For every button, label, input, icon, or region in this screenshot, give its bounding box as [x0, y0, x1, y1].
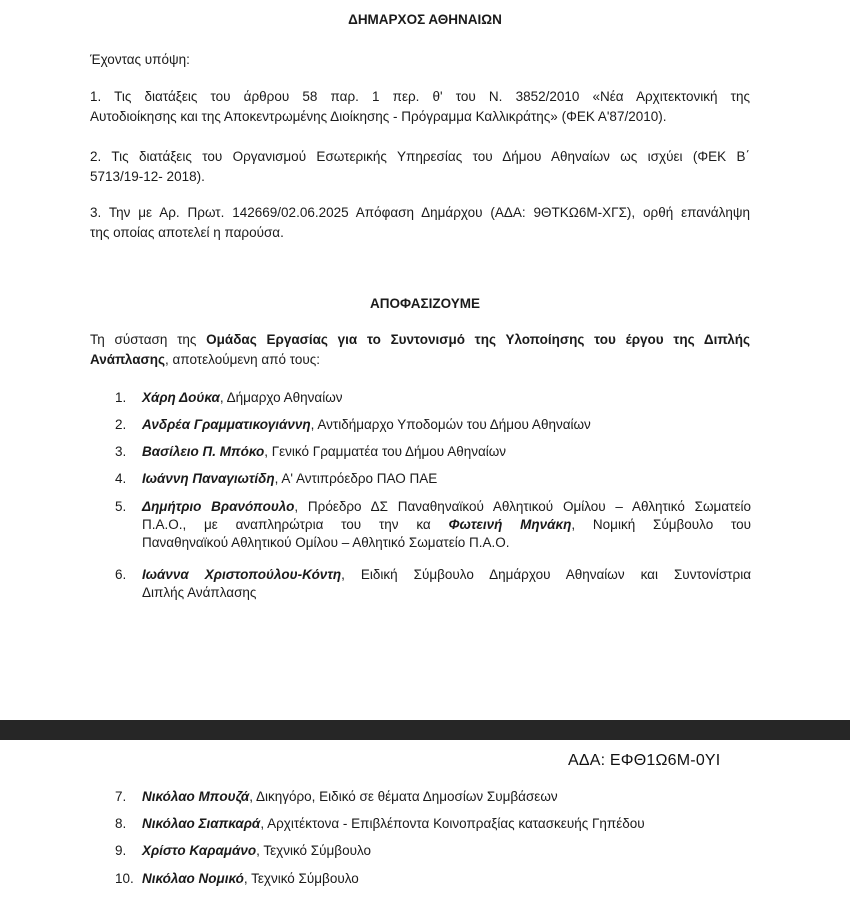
- member-5-line-2-post: , Νομική Σύμβουλο του: [571, 517, 752, 532]
- member-name: Χρίστο Καραμάνο: [142, 843, 257, 858]
- member-number: 4.: [115, 471, 127, 486]
- intro-bold-2: Ανάπλασης: [90, 352, 166, 367]
- member-number: 10.: [115, 871, 134, 886]
- decision-intro-line-2: [90, 350, 750, 370]
- intro-pre: Τη σύσταση της: [90, 332, 207, 347]
- page-break-divider: [0, 720, 850, 740]
- member-6-line-2: Διπλής Ανάπλασης: [142, 585, 257, 600]
- member-role: , Δήμαρχο Αθηναίων: [219, 390, 343, 405]
- member-number: 5.: [115, 499, 127, 514]
- member-name: Χάρη Δούκα: [142, 390, 220, 405]
- consideration-3: [90, 203, 750, 243]
- member-name: Νικόλαο Σιαπκαρά: [142, 816, 261, 831]
- member-role: , Γενικό Γραμματέα του Δήμου Αθηναίων: [264, 444, 507, 459]
- decision-heading: ΑΠΟΦΑΣΙΖΟΥΜΕ: [370, 296, 480, 311]
- member-number: 8.: [115, 816, 127, 831]
- member-number: 6.: [115, 567, 127, 582]
- decision-intro-line-1: [90, 330, 750, 350]
- member-number: 1.: [115, 390, 127, 405]
- member-name: Νικόλαο Μπουζά: [142, 789, 250, 804]
- intro-post: , αποτελούμενη από τους:: [165, 352, 321, 367]
- member-number: 7.: [115, 789, 127, 804]
- member-role: , Α' Αντιπρόεδρο ΠΑΟ ΠΑΕ: [274, 471, 438, 486]
- member-name: Ανδρέα Γραμματικογιάννη: [142, 417, 311, 432]
- member-number: 3.: [115, 444, 127, 459]
- member-name: Νικόλαο Νομικό: [142, 871, 244, 886]
- consideration-1: [90, 87, 750, 127]
- intro-bold: Ομάδας Εργασίας για το Συντονισμό της Υλοποίησης του έργου της Διπλής: [206, 332, 750, 347]
- member-role: , Αντιδήμαρχο Υποδομών του Δήμου Αθηναίων: [310, 417, 591, 432]
- member-number: 2.: [115, 417, 127, 432]
- consideration-2: [90, 147, 750, 187]
- document-page-2: [0, 740, 850, 900]
- member-role: , Τεχνικό Σύμβουλο: [243, 871, 359, 886]
- page-heading: ΔΗΜΑΡΧΟΣ ΑΘΗΝΑΙΩΝ: [348, 12, 502, 27]
- member-5-line-2-pre: Π.Α.Ο., με αναπληρώτρια του την κα: [142, 517, 449, 532]
- member-role: , Αρχιτέκτονα - Επιβλέποντα Κοινοπραξίας κατασκευής Γηπέδου: [260, 816, 645, 831]
- consideration-3-line-1: 3. Την με Αρ. Πρωτ. 142669/02.06.2025 Απόφαση Δημάρχου (ΑΔΑ: 9ΘΤΚΩ6Μ-ΧΓΣ), ορθή επανάληψη: [90, 205, 750, 220]
- member-5-line-3: Παναθηναϊκού Αθλητικού Ομίλου – Αθλητικό Σωματείο Π.Α.Ο.: [142, 535, 510, 550]
- consideration-1-line-1: 1. Τις διατάξεις του άρθρου 58 παρ. 1 περ. θ' του Ν. 3852/2010 «Νέα Αρχιτεκτονική της: [90, 89, 750, 104]
- member-role: , Ειδική Σύμβουλο Δημάρχου Αθηναίων και Συντονίστρια: [341, 567, 751, 582]
- consideration-2-line-2: 5713/19-12- 2018).: [90, 169, 205, 184]
- member-role: , Δικηγόρο, Ειδικό σε θέματα Δημοσίων Συμβάσεων: [249, 789, 558, 804]
- member-name: Δημήτριο Βρανόπουλο: [142, 499, 295, 514]
- member-name: Βασίλειο Π. Μπόκο: [142, 444, 265, 459]
- member-role: , Πρόεδρο ΔΣ Παναθηναϊκού Αθλητικού Ομίλου – Αθλητικό Σωματείο: [294, 499, 751, 514]
- ada-code: ΑΔΑ: ΕΦΘ1Ω6Μ-0ΥΙ: [568, 752, 721, 769]
- considering-label: Έχοντας υπόψη:: [90, 52, 190, 67]
- consideration-2-line-1: 2. Τις διατάξεις του Οργανισμού Εσωτερικής Υπηρεσίας του Δήμου Αθηναίων ως ισχύει (ΦΕΚ Β΄: [90, 149, 750, 164]
- member-number: 9.: [115, 843, 127, 858]
- consideration-1-line-2: Αυτοδιοίκησης και της Αποκεντρωμένης Διοίκησης - Πρόγραμμα Καλλικράτης» (ΦΕΚ Α'87/2010).: [90, 109, 667, 124]
- consideration-3-line-2: της οποίας αποτελεί η παρούσα.: [90, 225, 284, 240]
- member-5-line-1: [142, 498, 751, 516]
- decision-intro: [90, 330, 750, 370]
- alternate-name: Φωτεινή Μηνάκη: [448, 517, 572, 532]
- member-role: , Τεχνικό Σύμβουλο: [256, 843, 372, 858]
- member-5-line-2: [142, 516, 751, 534]
- member-name: Ιωάννη Παναγιωτίδη: [142, 471, 275, 486]
- member-name: Ιωάννα Χριστοπούλου-Κόντη: [142, 567, 342, 582]
- member-6-line-1: [142, 566, 751, 584]
